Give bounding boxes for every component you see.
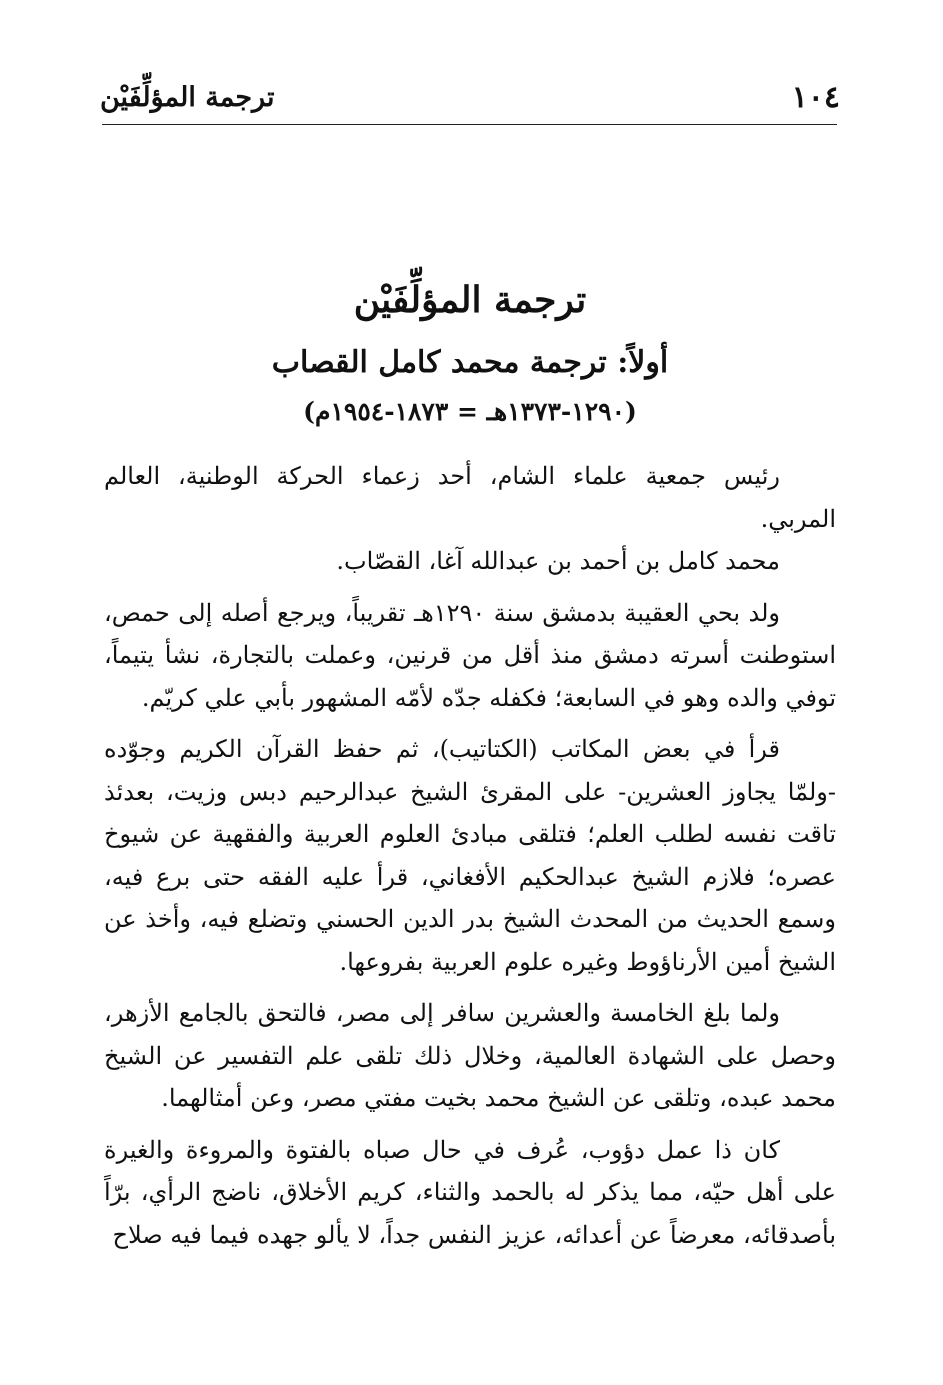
running-header-title: ترجمة المؤلِّفَيْن — [100, 82, 275, 113]
section-title: ترجمة المؤلِّفَيْن — [353, 279, 587, 321]
paragraph-role: رئيس جمعية علماء الشام، أحد زعماء الحركة الوطنية، العالم المربي. — [104, 462, 836, 533]
paragraph-birth: ولد بحي العقيبة بدمشق سنة ١٢٩٠هـ تقريباً، ويرجع أصله إلى حمص، استوطنت أسرته دمشق منذ أقل من قرنين، وعملت بالتجارة، نشأ يتيماً، توفي والده وهو في السابعة؛ فكفله جدّه لأمّه المشهور بأبي علي كريّم. — [104, 598, 836, 712]
paragraph-education: قرأ في بعض المكاتب (الكتاتيب)، ثم حفظ القرآن الكريم وجوّده -ولمّا يجاوز العشرين- على المقرئ الشيخ عبدالرحيم دبس وزيت، بعدئذ تاقت نفسه لطلب العلم؛ فتلقى مبادئ العلوم العربية والفقهية عن شيوخ عصره؛ فلازم الشيخ عبدالحكيم الأفغاني، قرأ عليه الفقه حتى برع فيه، وسمع الحديث من المحدث الشيخ بدر الدين الحسني وتضلع فيه، وأخذ عن الشيخ أمين الأرناؤوط وغيره علوم العربية بفروعها. — [104, 735, 836, 976]
paragraph-character: كان ذا عمل دؤوب، عُرف في حال صباه بالفتوة والمروءة والغيرة على أهل حيّه، مما يذكر له بالحمد والثناء، كريم الأخلاق، ناضج الرأي، برّاً بأصدقائه، معرضاً عن أعدائه، عزيز النفس جداً، لا يألو جهده فيما فيه صلاح — [104, 1135, 836, 1249]
running-header — [100, 66, 840, 126]
paragraph-full-name: محمد كامل بن أحمد بن عبدالله آغا، القصّاب. — [336, 547, 780, 575]
body-text — [104, 455, 836, 1256]
page-number: ١٠٤ — [791, 80, 840, 115]
section-subtitle: أولاً: ترجمة محمد كامل القصاب — [271, 345, 669, 380]
lifespan-dates: (١٢٩٠-١٣٧٣هـ = ١٨٧٣-١٩٥٤م) — [303, 397, 637, 426]
paragraph-azhar: ولما بلغ الخامسة والعشرين سافر إلى مصر، فالتحق بالجامع الأزهر، وحصل على الشهادة العالمية، وخلال ذلك تلقى علم التفسير عن الشيخ محمد عبده، وتلقى عن الشيخ محمد بخيت مفتي مصر، وعن أمثالهما. — [104, 999, 836, 1112]
header-divider — [102, 124, 837, 125]
